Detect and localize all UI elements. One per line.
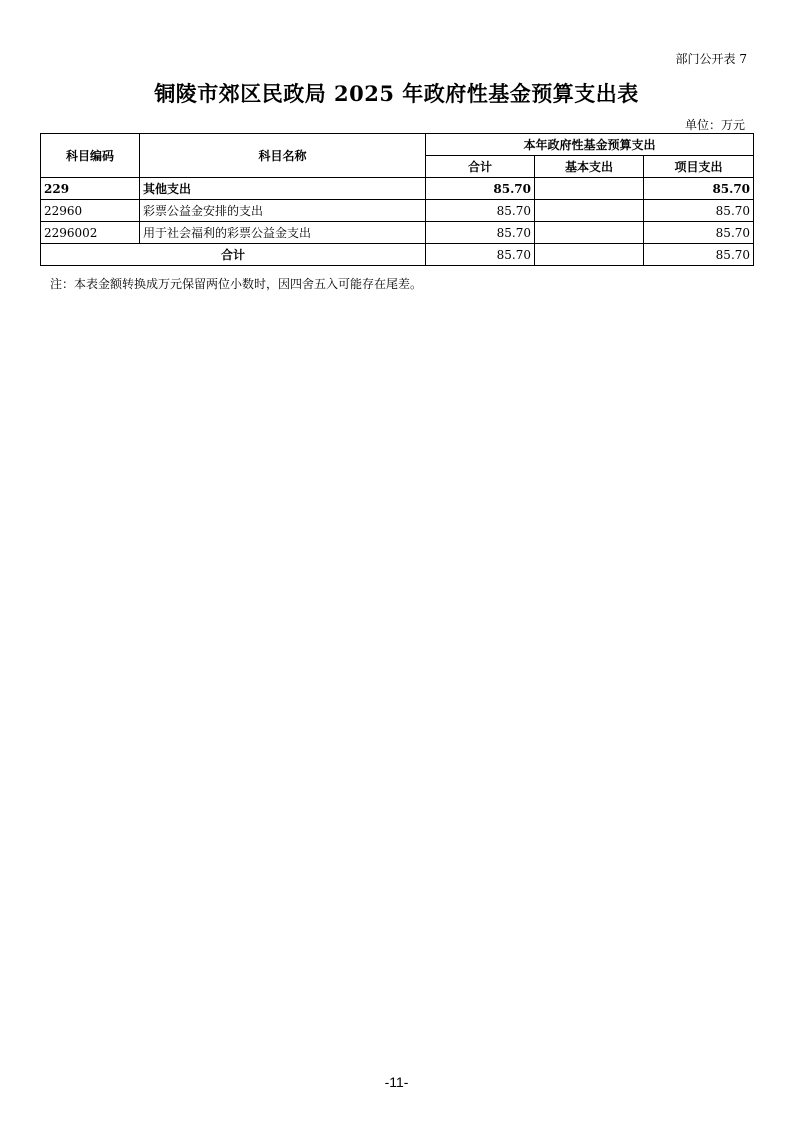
row-total: 85.70 — [426, 178, 535, 200]
header-group: 本年政府性基金预算支出 — [426, 134, 754, 156]
row-project: 85.70 — [644, 222, 754, 244]
page-title: 铜陵市郊区民政局 2025 年政府性基金预算支出表 — [154, 81, 639, 106]
row-name: 用于社会福利的彩票公益金支出 — [140, 222, 426, 244]
row-code: 22960 — [41, 200, 140, 222]
row-total: 85.70 — [426, 200, 535, 222]
row-code: 229 — [41, 178, 140, 200]
page-label: 部门公开表 7 — [675, 52, 747, 66]
table-row — [41, 200, 754, 222]
row-total: 85.70 — [426, 222, 535, 244]
row-basic — [535, 178, 644, 200]
total-basic — [535, 244, 644, 266]
row-name: 彩票公益金安排的支出 — [140, 200, 426, 222]
table-header-row — [41, 134, 754, 156]
header-code: 科目编码 — [41, 134, 140, 178]
row-project: 85.70 — [644, 200, 754, 222]
table-row — [41, 178, 754, 200]
table-row — [41, 222, 754, 244]
row-code: 2296002 — [41, 222, 140, 244]
row-name: 其他支出 — [140, 178, 426, 200]
total-project: 85.70 — [644, 244, 754, 266]
page-number: -11- — [384, 1074, 409, 1090]
total-total: 85.70 — [426, 244, 535, 266]
header-name: 科目名称 — [140, 134, 426, 178]
header-project: 项目支出 — [644, 156, 754, 178]
total-label: 合计 — [41, 244, 426, 266]
footnote: 注：本表金额转换成万元保留两位小数时，因四舍五入可能存在尾差。 — [50, 277, 423, 291]
header-total: 合计 — [426, 156, 535, 178]
budget-table — [40, 133, 754, 266]
row-basic — [535, 200, 644, 222]
unit-label: 单位：万元 — [684, 118, 745, 132]
row-basic — [535, 222, 644, 244]
table-total-row — [41, 244, 754, 266]
row-project: 85.70 — [644, 178, 754, 200]
header-basic: 基本支出 — [535, 156, 644, 178]
